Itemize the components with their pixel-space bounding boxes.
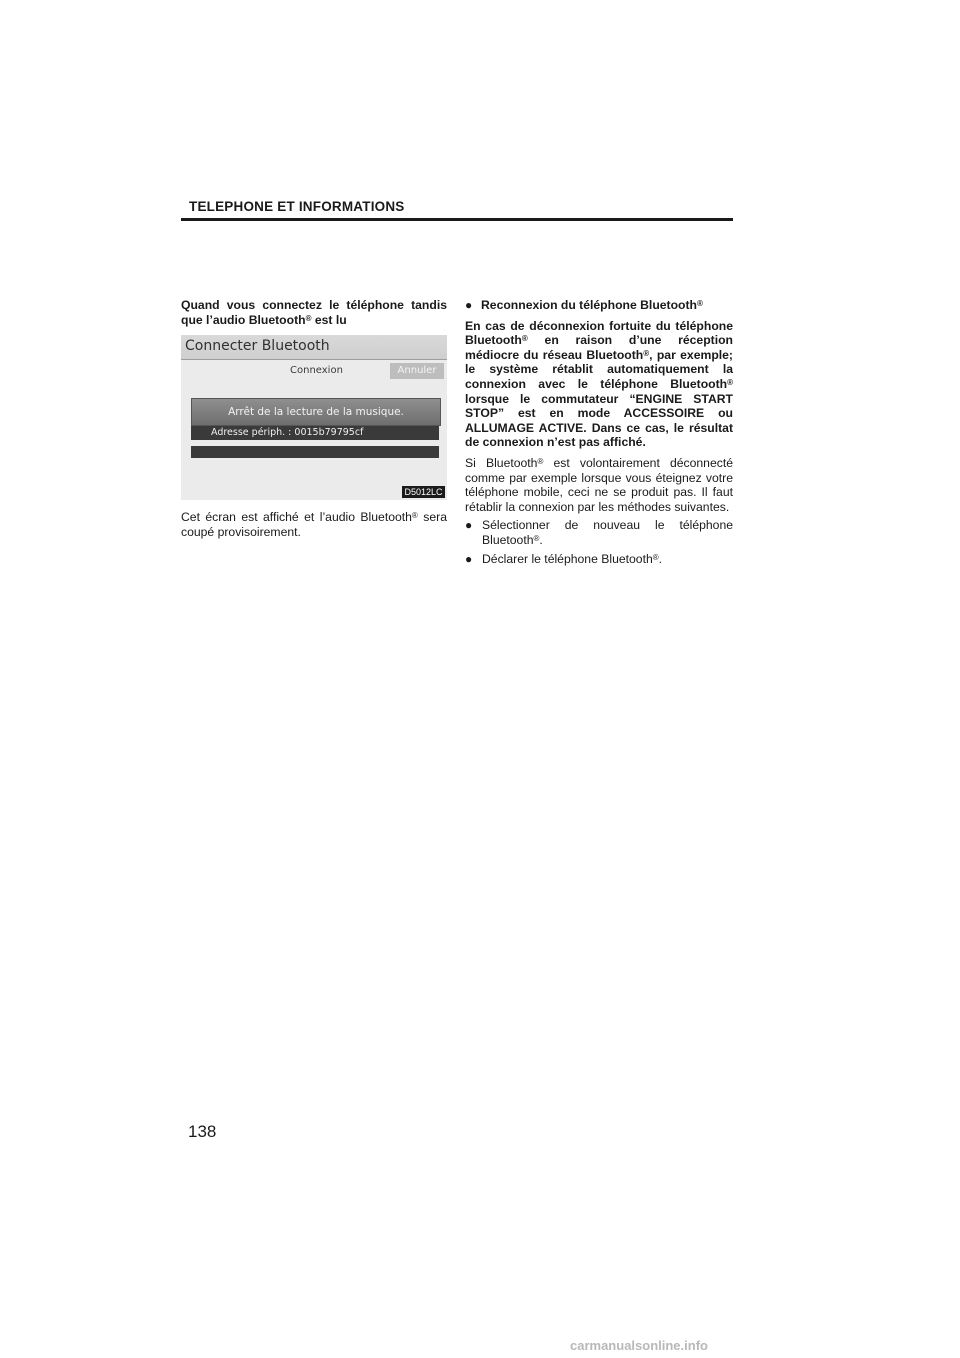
watermark: carmanualsonline.info <box>570 1338 708 1353</box>
header-title: TELEPHONE ET INFORMATIONS <box>189 199 405 214</box>
screen-title: Connecter Bluetooth <box>185 338 330 355</box>
registered-mark: ® <box>643 348 650 358</box>
item-text: Déclarer le téléphone Bluetooth <box>482 551 653 566</box>
page-header <box>181 198 733 221</box>
section-title-text: Reconnexion du téléphone Bluetooth <box>481 298 697 312</box>
item-text: Sélectionner de nouveau le téléphone Bluetooth <box>482 518 733 547</box>
caption-text: Cet écran est affiché et l’audio Bluetooth <box>181 510 412 525</box>
reconnect-paragraph <box>465 319 733 450</box>
item-end: . <box>539 532 543 547</box>
right-column <box>465 298 733 566</box>
image-code: D5012LC <box>402 486 445 498</box>
para1-text-c: , par exemple; le système rétablit automatiquement la connexion avec le téléphone Bluetooth <box>465 347 733 391</box>
bullet-icon: ● <box>465 551 473 566</box>
empty-status-bar <box>191 446 439 458</box>
list-item <box>465 552 733 567</box>
registered-mark: ® <box>411 511 418 521</box>
device-address-bar <box>191 426 439 440</box>
section-title <box>481 298 703 313</box>
registered-mark: ® <box>305 313 312 323</box>
bullet-icon: ● <box>465 518 473 533</box>
section-heading <box>465 298 733 313</box>
figure-caption <box>181 510 447 539</box>
registered-mark: ® <box>533 533 540 543</box>
para2-text-b: est volontairement déconnecté comme par exemple lorsque vous éteignez votre téléphone mobile, ceci ne se produit pas. Il faut rétablir la connexion par les méthodes suivantes. <box>465 455 733 514</box>
left-heading-end: est lu <box>311 312 347 327</box>
item-end: . <box>658 551 663 566</box>
para2-text-a: Si Bluetooth <box>465 455 538 470</box>
list-item-text <box>482 518 733 547</box>
left-column <box>181 298 447 539</box>
list-item-text <box>482 552 733 567</box>
registered-mark: ® <box>537 456 544 466</box>
para1-text-b: en raison d’une réception médiocre du réseau Bluetooth <box>465 333 733 362</box>
para1-text-a: En cas de déconnexion fortuite du téléphone Bluetooth <box>465 318 733 348</box>
caption-end: sera coupé provisoirement. <box>181 510 447 539</box>
connection-label: Connexion <box>290 365 343 377</box>
para1-text-d: lorsque le commutateur “ENGINE START STOP” est en mode ACCESSOIRE ou ALLUMAGE ACTIVE. Dans ce cas, le résultat de connexion n’est pas affiché. <box>465 391 733 450</box>
list-item <box>465 518 733 547</box>
left-heading-text: Quand vous connectez le téléphone tandis que l’audio Bluetooth <box>181 298 447 327</box>
registered-mark: ® <box>521 334 528 344</box>
cancel-button[interactable]: Annuler <box>390 363 444 379</box>
device-address: Adresse périph. : 0015b79795cf <box>211 427 364 439</box>
left-heading <box>181 298 447 327</box>
header-rule <box>181 218 733 221</box>
registered-mark: ® <box>727 377 733 387</box>
page-number: 138 <box>188 1122 217 1141</box>
bluetooth-screen-figure <box>181 335 447 500</box>
bullet-icon: ● <box>465 298 473 312</box>
registered-mark: ® <box>697 299 703 308</box>
registered-mark: ® <box>652 552 659 562</box>
screen-title-bar <box>181 335 447 360</box>
manual-disconnect-paragraph <box>465 456 733 514</box>
stop-music-message: Arrêt de la lecture de la musique. <box>191 398 441 426</box>
